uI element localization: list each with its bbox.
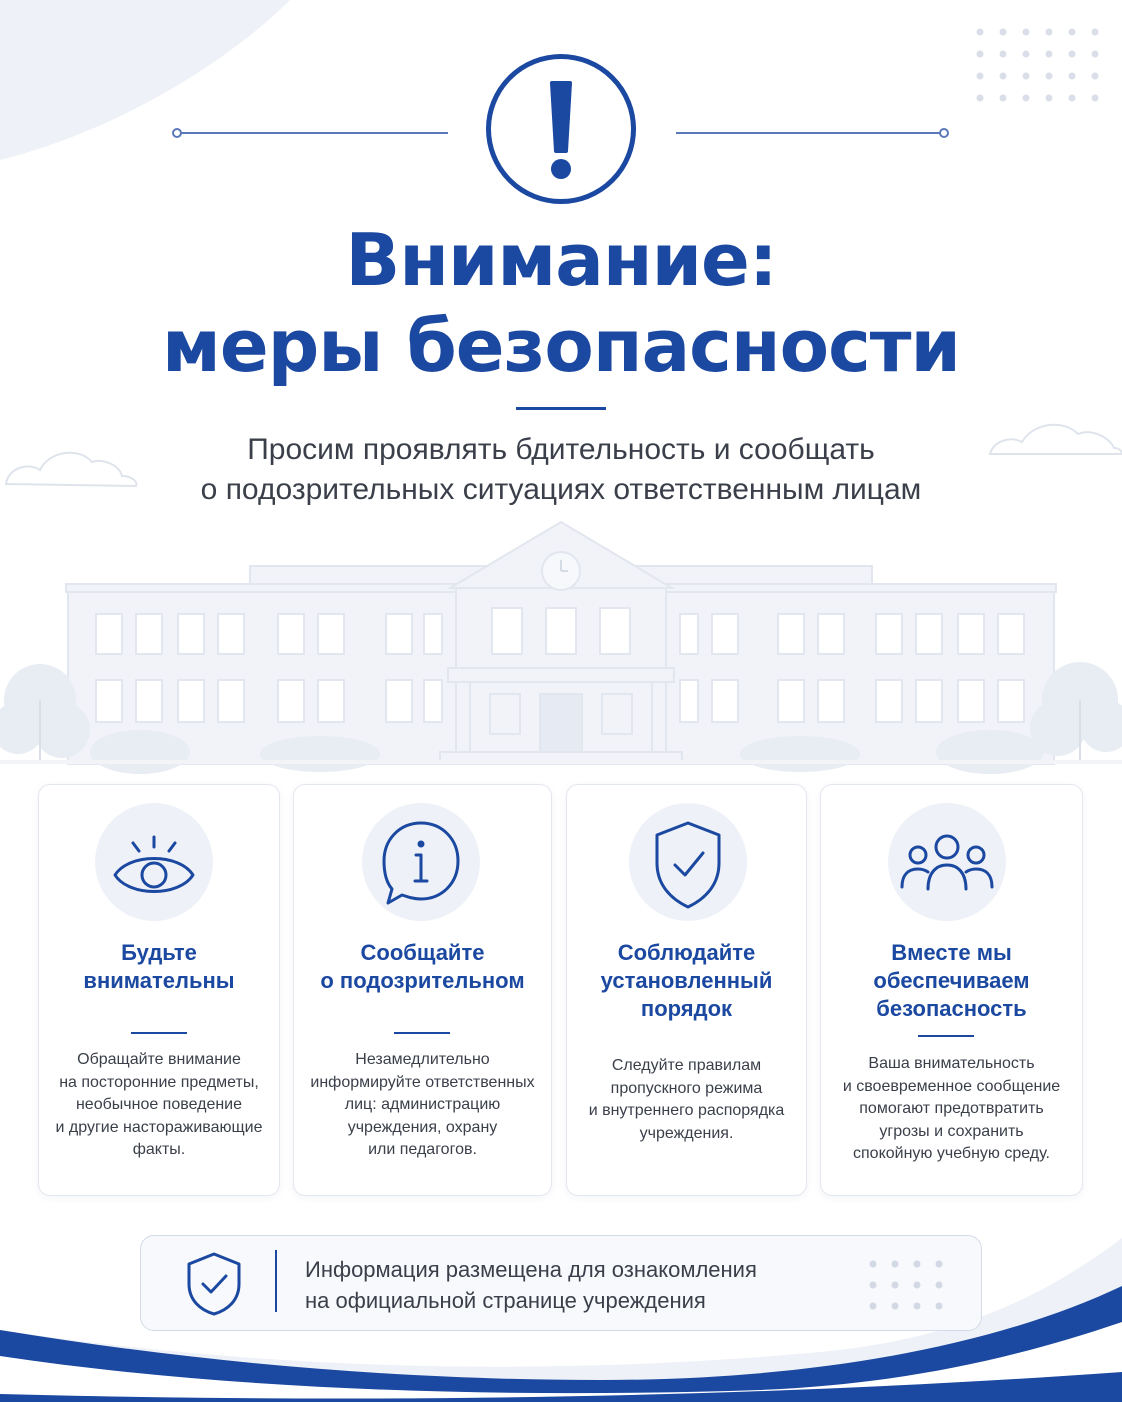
card-text-line: необычное поведение [75,1096,243,1113]
subtitle-line2: о подозрительных ситуациях ответственным лицам [200,473,922,506]
info-bar [140,1235,982,1331]
card-title-line: о подозрительном [320,968,525,993]
card-text-line: помогают предотвратить [859,1100,1044,1117]
corner-shape-top-left [0,0,290,160]
card-text-line: информируйте ответственных [310,1073,535,1091]
exclamation-icon [491,59,631,199]
card-text-line: спокойную учебную среду. [853,1145,1050,1162]
card-be-attentive [38,784,280,1196]
info-text-line2: на официальной странице учреждения [305,1288,706,1313]
card-text-line: учреждения. [639,1124,734,1142]
card-text-line: лиц: администрацию [344,1096,501,1113]
card-text-line: и своевременное сообщение [842,1077,1061,1095]
card-title-line: безопасность [876,996,1027,1021]
card-text-line: факты. [132,1141,186,1158]
card-text-line: угрозы и сохранить [879,1122,1024,1140]
shield-check-icon [629,803,747,921]
page-title-line2: меры безопасности [162,304,960,388]
header-line-left [176,132,448,134]
card-title-line: внимательны [83,968,235,993]
card-rule [131,1032,187,1034]
card-icon-circle [888,803,1006,921]
card-report-suspicious [293,784,552,1196]
card-text-line: учреждения, охрану [347,1118,498,1136]
card-text-line: и внутреннего распорядка [588,1102,785,1119]
card-follow-rules [566,784,807,1196]
info-bar-separator [275,1250,277,1312]
card-title-line: установленный [600,968,773,993]
shield-check-icon [181,1250,247,1316]
alert-badge [486,54,636,204]
info-bubble-icon [362,803,480,921]
page-title-line1: Внимание: [345,218,777,302]
subtitle-line1: Просим проявлять бдительность и сообщать [247,433,875,466]
card-text-line: или педагогов. [368,1141,477,1158]
card-text-line: Незамедлительно [355,1051,490,1068]
card-title-line: Соблюдайте [617,940,756,965]
people-group-icon [888,803,1006,921]
dot-grid-top-right [977,29,1099,102]
card-icon-circle [362,803,480,921]
card-title-line: обеспечиваем [873,968,1030,993]
card-text-line: на посторонние предметы, [59,1073,259,1091]
card-title-line: порядок [640,996,733,1021]
card-together-safety [820,784,1083,1196]
card-rule [918,1035,974,1037]
card-title-line: Будьте [121,940,197,965]
eye-icon [95,803,213,921]
card-text-line: пропускного режима [610,1079,763,1097]
header-line-dot-left [172,128,182,138]
card-text-line: Ваша внимательность [868,1055,1035,1072]
card-text-line: Обращайте внимание [77,1051,241,1068]
card-icon-circle [629,803,747,921]
header-line-dot-right [939,128,949,138]
card-text-line: Следуйте правилам [611,1057,762,1074]
info-text-line1: Информация размещена для ознакомления [305,1257,757,1282]
card-text-line: и другие настораживающие [55,1118,263,1136]
dot-grid [865,1258,945,1312]
header-line-right [676,132,944,134]
card-icon-circle [95,803,213,921]
card-rule [394,1032,450,1034]
card-title-line: Вместе мы [891,940,1012,965]
card-title-line: Сообщайте [360,940,485,965]
title-divider [516,407,606,410]
